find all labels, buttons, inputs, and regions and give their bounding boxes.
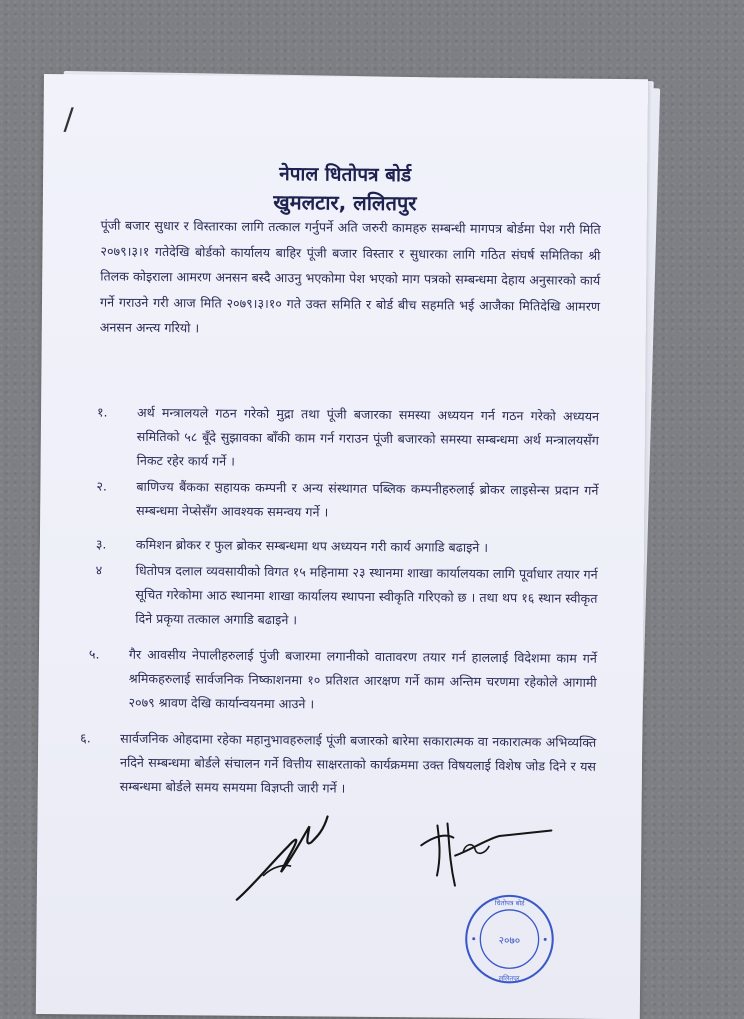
item-text: धितोपत्र दलाल व्यवसायीको विगत १५ महिनामा २३ स्थानमा शाखा कार्यालयका लागि पूर्वाधार तयार गर्न सूचित गरेकोमा आठ स्थानमा शाखा कार्यालय स्थापना स्वीकृति गरिएको छ । तथा थप १६ स्थान स्वीकृत दिने प्रकृया तत्काल अगाडि बढाइने । — [135, 562, 598, 628]
svg-text:धितोपत्र बोर्ड: धितोपत्र बोर्ड — [494, 899, 525, 908]
list-item — [95, 532, 602, 555]
item-text: कमिशन ब्रोकर र फुल ब्रोकर सम्बन्धमा थप अध्ययन गरी कार्य अगाडि बढाइने । — [135, 536, 489, 555]
item-number: ४ — [95, 562, 103, 578]
item-number: ३. — [95, 536, 107, 552]
signature-left — [233, 806, 334, 907]
intro-paragraph: पूंजी बजार सुधार र विस्तारका लागि तत्काल गर्नुपर्ने अति जरुरी कामहरु सम्बन्धी मागपत्र बोर्डमा पेश गरी मिति २०७९।३।१ गतेदेखि बोर्डको कार्यालय बाहिर पूंजी बजार विस्तार र सुधारका लागि गठित संघर्ष समितिका श्री तिलक कोइराला आमरण अनसन बस्दै आउनु भएकोमा पेश भएको माग पत्रको सम्बन्धमा देहाय अनुसारको कार्य गर्ने गराउने गरी आज मिति २०७९।३।१० गते उक्त समिति र बोर्ड बीच सहमति भई आजैका मितिदेखि आमरण अनसन अन्त्य गरियो । — [99, 217, 601, 336]
svg-text:२०७०: २०७० — [498, 934, 521, 947]
item-text: अर्थ मन्त्रालयले गठन गरेको मुद्रा तथा पूंजी बजारका समस्या अध्ययन गर्न गठन गरेको अध्ययन समितिको ५८ बूँदे सुझावका बाँकी काम गर्न गराउन पूंजी बजारको समस्या सम्बन्धमा अर्थ मन्त्रालयसँग निकट रहेर कार्य गर्ने । — [136, 404, 600, 469]
board-seal — [462, 892, 557, 987]
list-item — [96, 400, 603, 469]
list-item — [88, 642, 601, 712]
item-text: बाणिज्य बैंकका सहायक कम्पनी र अन्य संस्थागत पब्लिक कम्पनीहरुलाई ब्रोकर लाइसेन्स प्रदान गर्ने सम्बन्धमा नेप्सेसँग आवश्यक समन्वय गर्ने । — [136, 478, 599, 520]
corner-mark: / — [63, 102, 74, 138]
item-text: सार्वजनिक ओहदामा रहेका महानुभावहरुलाई पूंजी बजारको बारेमा सकारात्मक वा नकारात्मक अभिव्यक्ति नदिने सम्बन्धमा बोर्डले संचालन गर्ने वित्तीय साक्षरताको कार्यक्रममा उक्त विषयलाई विशेष जोड दिने र यस सम्बन्धमा बोर्डले समय समयमा विज्ञप्ती जारी गर्ने । — [119, 730, 597, 796]
svg-text:ललितपुर: ललितपुर — [498, 974, 520, 983]
item-text: गैर आवसीय नेपालीहरुलाई पुंजी बजारमा लगानीको वातावरण तयार गर्न हाललाई विदेशमा काम गर्ने श्रमिकहरुलाई सार्वजनिक निष्काशनमा १० प्रतिशत आरक्षण गर्ने काम अन्तिम चरणमा रहेकोले आगामी २०७९ श्रावण देखि कार्यान्वयनमा आउने । — [128, 646, 597, 712]
org-name: नेपाल धितोपत्र बोर्ड — [279, 163, 412, 187]
item-number: २. — [96, 478, 108, 494]
signature-right — [415, 815, 556, 896]
list-item — [80, 726, 600, 796]
document-sheet — [36, 74, 648, 1019]
item-number: ६. — [80, 730, 91, 746]
org-address: खुमलटार, ललितपुर — [273, 190, 417, 216]
item-number: ५. — [88, 646, 100, 662]
item-number: १. — [96, 404, 108, 420]
